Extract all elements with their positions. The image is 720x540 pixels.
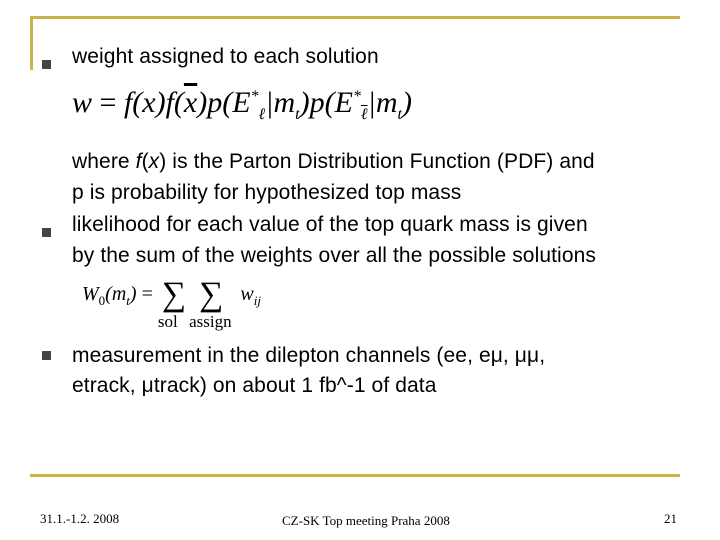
desc-rest: ) is the Parton Distribution Function (PDF) and bbox=[159, 150, 595, 173]
frame-top-rule bbox=[30, 16, 680, 19]
frame-left-rule bbox=[30, 16, 33, 70]
bullet-marker bbox=[42, 351, 51, 360]
pdf-description-line2: p is probability for hypothesized top mass bbox=[72, 181, 462, 204]
measurement-line2: etrack, μtrack) on about 1 fb^-1 of data bbox=[72, 374, 437, 397]
desc-pre: where bbox=[72, 150, 136, 173]
sum-assign: ∑ assign bbox=[189, 276, 232, 331]
pdf-description-line1 bbox=[72, 146, 595, 177]
footer-page-number: 21 bbox=[664, 511, 677, 526]
desc-x: x bbox=[148, 150, 160, 173]
frame-bottom-rule bbox=[30, 474, 680, 477]
bullet-marker bbox=[42, 60, 51, 69]
sum-sol: ∑ sol bbox=[157, 276, 187, 331]
footer-date: 31.1.-1.2. 2008 bbox=[40, 511, 120, 526]
desc-paren: ( bbox=[141, 150, 149, 173]
bullet-text: weight assigned to each solution bbox=[72, 45, 379, 68]
likelihood-line2: by the sum of the weights over all the possible solutions bbox=[72, 244, 596, 267]
bullet-marker bbox=[42, 228, 51, 237]
footer-center: CZ-SK Top meeting Praha 2008 bbox=[282, 513, 450, 528]
desc-f: f bbox=[135, 150, 142, 173]
likelihood-line1: likelihood for each value of the top quark mass is given bbox=[72, 213, 588, 236]
measurement-line1: measurement in the dilepton channels (ee, eμ, μμ, bbox=[72, 344, 546, 367]
weight-formula: $w = f(x)f(\overline{x})p(E^*_\ell|m_t)p(E^*_\ell|m_t)$ bbox=[72, 86, 412, 123]
sum-formula: $W_0(m_t)$ = ∑ sol ∑ assign $w_{ij}$ bbox=[82, 276, 261, 331]
